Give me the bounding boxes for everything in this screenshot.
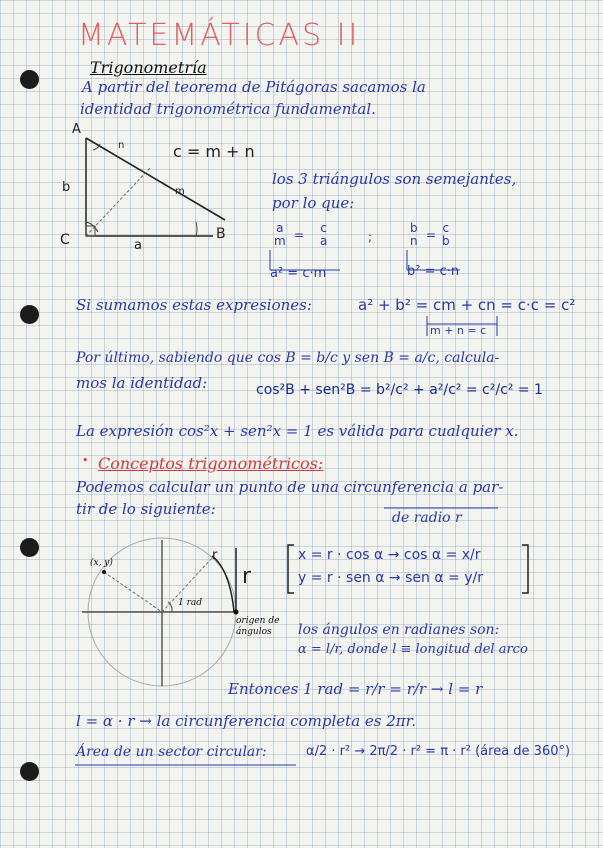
section-heading-conceptos: Conceptos trigonométricos: bbox=[98, 454, 324, 473]
angle-label: 1 rad bbox=[178, 598, 203, 608]
proportion-1-result: a² = c·m bbox=[270, 266, 327, 281]
last-line-1: Por último, sabiendo que cos B = b/c y sen B = a/c, calcula- bbox=[76, 350, 500, 366]
page-title: MATEMÁTICAS II bbox=[78, 18, 361, 53]
segment-m-label: m bbox=[175, 186, 185, 197]
circle-text-line-1: Podemos calcular un punto de una circunferencia a par- bbox=[76, 478, 504, 496]
arc-r-label: r bbox=[212, 548, 218, 563]
sector-area-equation: α/2 · r² → 2π/2 · r² = π · r² (área de 360°) bbox=[306, 744, 571, 759]
similar-triangles-line-2: por lo que: bbox=[272, 194, 355, 212]
circle-point-label: (x, y) bbox=[90, 558, 113, 568]
system-x: x = r · cos α → cos α = x/r bbox=[298, 547, 481, 563]
vertex-b-label: B bbox=[216, 226, 226, 242]
arc-equation: l = α · r → la circunferencia completa es 2πr. bbox=[76, 712, 416, 730]
radius-note: de radio r bbox=[392, 510, 462, 526]
origin-label-1: origen de bbox=[236, 616, 280, 626]
validity-statement: La expresión cos²x + sen²x = 1 es válida para cualquier x. bbox=[76, 422, 519, 440]
sector-area-label: Área de un sector circular: bbox=[76, 744, 267, 760]
origin-label-2: ángulos bbox=[236, 627, 272, 637]
last-line-2: mos la identidad: bbox=[76, 374, 208, 392]
side-r-label: r bbox=[242, 564, 252, 589]
bullet: • bbox=[82, 454, 89, 467]
similar-triangles-line-1: los 3 triángulos son semejantes, bbox=[272, 170, 517, 188]
proportion-2: b n bbox=[410, 221, 418, 248]
equals-sign: = bbox=[426, 228, 437, 242]
identity-equation: cos²B + sen²B = b²/c² + a²/c² = c²/c² = 1 bbox=[256, 382, 543, 398]
proportion-2-result: b² = c·n bbox=[407, 264, 460, 279]
vertex-a-label: A bbox=[72, 122, 81, 137]
side-a-label: a bbox=[134, 238, 142, 253]
section-heading-trigonometria: Trigonometría bbox=[90, 58, 207, 77]
side-b-label: b bbox=[62, 180, 71, 195]
proportion-2-rhs: c b bbox=[442, 221, 450, 248]
sum-note: m + n = c bbox=[430, 324, 487, 337]
intro-line-2: identidad trigonométrica fundamental. bbox=[80, 100, 376, 118]
circle-text-line-2: tir de lo siguiente: bbox=[76, 500, 216, 518]
vertex-c-label: C bbox=[60, 232, 70, 248]
hypotenuse-equation: c = m + n bbox=[173, 142, 255, 161]
sum-text: Si sumamos estas expresiones: bbox=[76, 296, 312, 314]
intro-line-1: A partir del teorema de Pitágoras sacamos la bbox=[82, 78, 426, 96]
separator: ; bbox=[368, 230, 373, 244]
radians-line-1: los ángulos en radianes son: bbox=[298, 622, 500, 638]
then-equation: Entonces 1 rad = r/r = r/r → l = r bbox=[228, 680, 483, 698]
sum-equation: a² + b² = cm + cn = c·c = c² bbox=[358, 296, 576, 314]
segment-n-label: n bbox=[118, 140, 125, 151]
proportion-1: a m bbox=[274, 221, 286, 248]
system-y: y = r · sen α → sen α = y/r bbox=[298, 570, 483, 586]
proportion-1-rhs: c a bbox=[320, 221, 328, 248]
equals-sign: = bbox=[294, 228, 305, 242]
radians-line-2: α = l/r, donde l ≡ longitud del arco bbox=[298, 642, 528, 657]
